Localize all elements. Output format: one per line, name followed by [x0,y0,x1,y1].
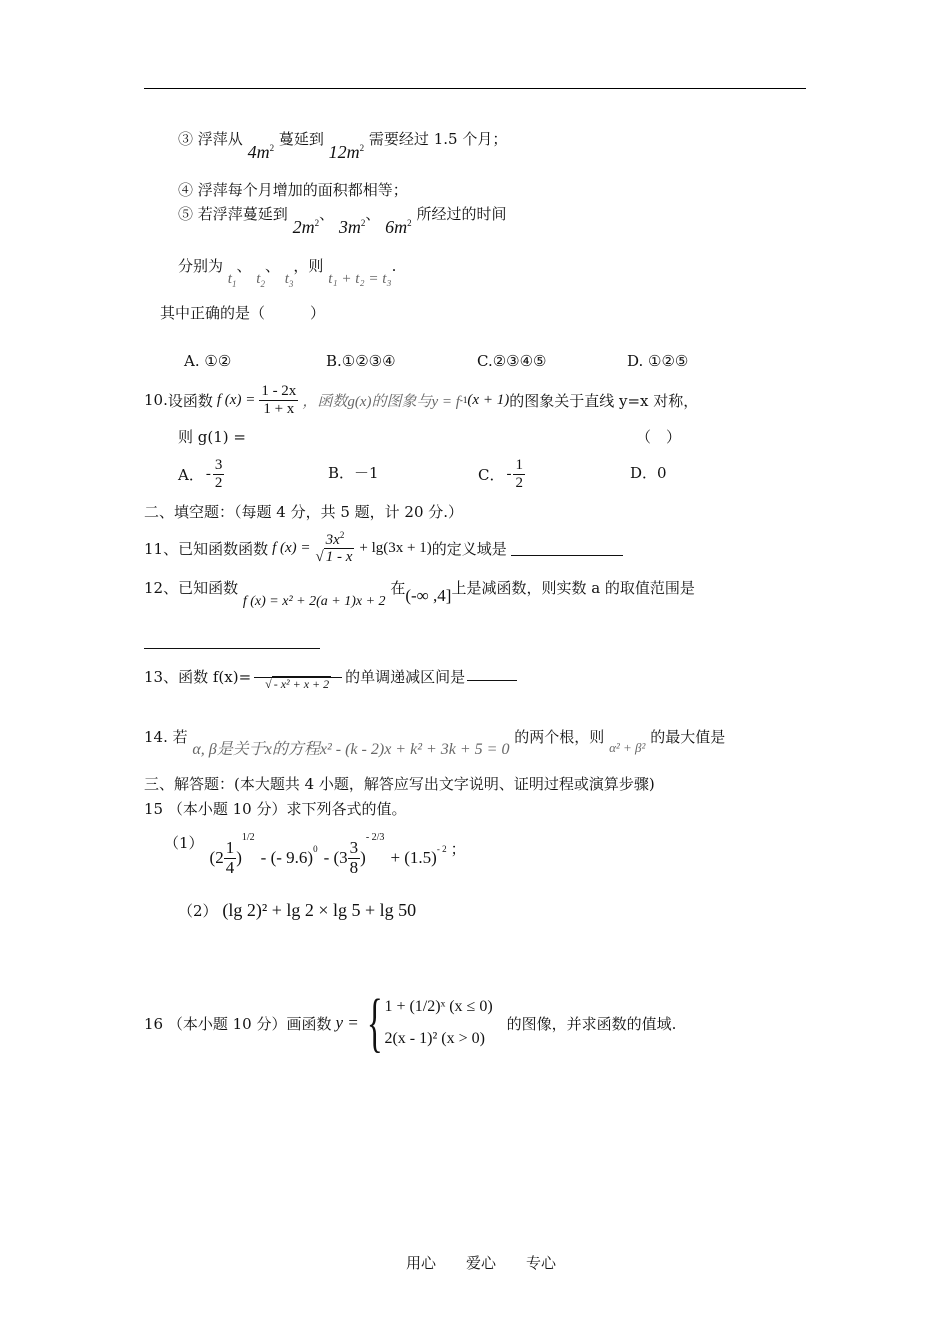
question-14: 14. 若 α, β是关于x的方程x² - (k - 2)x + k² + 3k + 5 = 0 的两个根，则 α² + β² 的最大值是 [144,728,726,758]
q9-option-b: B.①②③④ [326,352,396,370]
q10-option-d: D．0 [630,464,667,482]
question-10: 10. 设函数 f (x) = $\frac{1 - 2x}{1 + x}$ ，函数g(x)的图象与y = f -1 (x + 1) 的图象关于直线 y=x 对称， [144,383,699,417]
q10-option-b: B．－1 [328,464,379,482]
question-9-ask: 其中正确的是（ ） [160,304,326,322]
q9-option-d: D. ①②⑤ [627,352,689,370]
q12-answer-blank [144,648,320,649]
q9-option-a: A. ①② [184,352,232,370]
header-rule [144,88,806,89]
question-10-line2: 则 g(1) = [178,428,246,446]
question-11: 11、已知函数函数 f (x) = $\frac{3x^2}{√ 1 - x}$ + lg(3x + 1) 的定义域是 [144,524,623,572]
question-16: 16 （本小题 10 分）画函数 y = { 1 + (1/2)ˣ (x ≤ 0) 2(x - 1)² (x > 0) 的图像，并求函数的值域. [144,986,677,1059]
statement-5: ⑤ 若浮萍蔓延到 $2m^2$、 $3m^2$、 $6m^2$ 所经过的时间 [178,205,507,237]
page-footer: 用心 爱心 专心 [406,1254,557,1272]
q9-option-c: C.②③④⑤ [477,352,547,370]
question-15-part-2: （2） (lg 2)² + lg 2 × lg 5 + lg 50 [178,900,417,920]
question-10-paren: （ ） [636,428,682,446]
question-15-heading: 15 （本小题 10 分）求下列各式的值。 [144,800,407,818]
question-13: 13、函数 f(x)= √ - x² + x + 2 的单调递减区间是 [144,666,517,698]
statement-5-line2: 分别为 $t_1$、 $t_2$、 $t_3$，则 t₁ + t₂ = t₃. [178,257,397,289]
statement-4: ④ 浮萍每个月增加的面积都相等； [178,181,408,199]
q10-option-a: A． - $\frac{3}{2}$ [178,457,223,491]
section-3-heading: 三、解答题：(本大题共 4 小题，解答应写出文字说明、证明过程或演算步骤) [144,775,655,793]
statement-3: ③ 浮萍从 $4m^2$ 蔓延到 $12m^2$ 需要经过 1.5 个月； [178,130,508,162]
section-2-heading: 二、填空题：（每题 4 分，共 5 题，计 20 分.） [144,503,464,521]
question-12: 12、已知函数 f (x) = x² + 2(a + 1)x + 2 在(-∞ ,4]上是减函数，则实数 a 的取值范围是 [144,579,695,609]
question-15-part-1: （1） (2 $\frac{1}{4}$ ) 1/2 - (- 9.6) 0 - (3 $\frac{3}{8}$ ) - 2/3 + (1.5) - 2 ； [164,832,466,877]
q10-option-c: C． - $\frac{1}{2}$ [478,457,523,491]
